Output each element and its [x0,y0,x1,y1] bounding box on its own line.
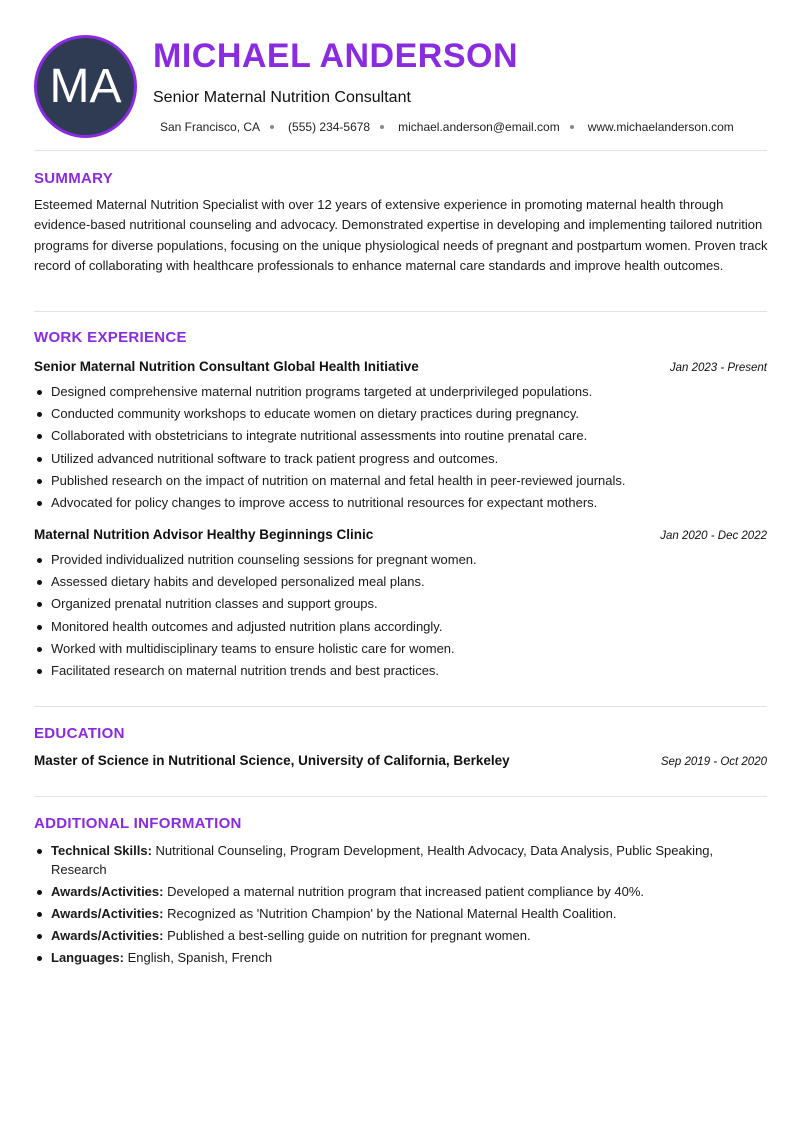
item-text: Recognized as 'Nutrition Champion' by the National Maternal Health Coalition. [163,905,617,921]
list-item: Facilitated research on maternal nutrition trends and best practices. [34,660,767,682]
list-item: Advocated for policy changes to improve access to nutritional resources for expectant mothers. [34,492,767,514]
job-dates: Jan 2020 - Dec 2022 [660,530,767,542]
summary-text: Esteemed Maternal Nutrition Specialist with over 12 years of extensive experience in promoting maternal health through evidence-based nutritional counseling and advocacy. Demonstrated expertise in developing and implementing tailored nutrition programs for diverse populations, focusing on the unique physiological needs of pregnant and postpartum women. Proven track record of collaborating with healthcare professionals to enhance maternal care standards and improve health outcomes. [34,197,768,273]
list-item: Monitored health outcomes and adjusted nutrition plans accordingly. [34,616,767,638]
job-header [34,527,767,542]
divider [34,796,767,797]
list-item [34,842,767,879]
divider [34,706,767,707]
additional-heading: ADDITIONAL INFORMATION [34,815,242,832]
additional-list [34,842,767,971]
divider [34,311,767,312]
item-label: Awards/Activities: [51,905,164,921]
item-label: Awards/Activities: [51,927,164,943]
candidate-name: MICHAEL ANDERSON [153,37,519,75]
contact-website[interactable]: www.michaelanderson.com [587,120,734,134]
list-item: Designed comprehensive maternal nutrition programs targeted at underprivileged populations. [34,381,767,403]
divider [34,150,767,151]
item-text: Nutritional Counseling, Program Development, Health Advocacy, Data Analysis, Public Speaking, Research [51,843,714,877]
candidate-title: Senior Maternal Nutrition Consultant [153,89,411,106]
education-heading: EDUCATION [34,725,125,742]
experience-heading: WORK EXPERIENCE [34,329,187,346]
contact-email[interactable]: michael.anderson@email.com [398,120,560,134]
item-label: Awards/Activities: [51,883,164,899]
list-item [34,927,767,946]
list-item: Assessed dietary habits and developed personalized meal plans. [34,571,767,593]
summary-heading: SUMMARY [34,170,114,187]
list-item: Provided individualized nutrition counseling sessions for pregnant women. [34,549,767,571]
list-item: Utilized advanced nutritional software to track patient progress and outcomes. [34,448,767,470]
avatar-initials: MA [49,60,122,113]
list-item: Collaborated with obstetricians to integrate nutritional assessments into routine prenatal care. [34,425,767,447]
job-dates: Jan 2023 - Present [669,362,767,374]
contact-phone: (555) 234-5678 [288,120,371,134]
list-item: Published research on the impact of nutrition on maternal and fetal health in peer-reviewed journals. [34,470,767,492]
education-entry [34,753,767,768]
job-bullets [34,381,767,514]
contact-line [160,120,734,134]
separator-dot [570,125,574,129]
education-dates: Sep 2019 - Oct 2020 [660,756,767,768]
list-item [34,883,767,902]
job-header [34,359,767,374]
contact-location: San Francisco, CA [160,120,261,134]
avatar [34,35,137,138]
job-bullets [34,549,767,682]
list-item [34,905,767,924]
list-item: Conducted community workshops to educate women on dietary practices during pregnancy. [34,403,767,425]
list-item: Worked with multidisciplinary teams to ensure holistic care for women. [34,638,767,660]
item-text: Published a best-selling guide on nutrition for pregnant women. [163,927,531,943]
separator-dot [380,125,384,129]
item-text: English, Spanish, French [123,949,273,965]
list-item: Organized prenatal nutrition classes and support groups. [34,593,767,615]
education-degree: Master of Science in Nutritional Science, University of California, Berkeley [34,753,510,768]
job-role: Maternal Nutrition Advisor Healthy Beginnings Clinic [34,527,374,542]
job-role: Senior Maternal Nutrition Consultant Global Health Initiative [34,359,419,374]
list-item [34,949,767,968]
item-label: Technical Skills: [51,843,152,858]
item-text: Developed a maternal nutrition program that increased patient compliance by 40%. [163,883,645,899]
item-label: Languages: [51,949,124,965]
resume-header [0,0,800,150]
separator-dot [270,125,274,129]
